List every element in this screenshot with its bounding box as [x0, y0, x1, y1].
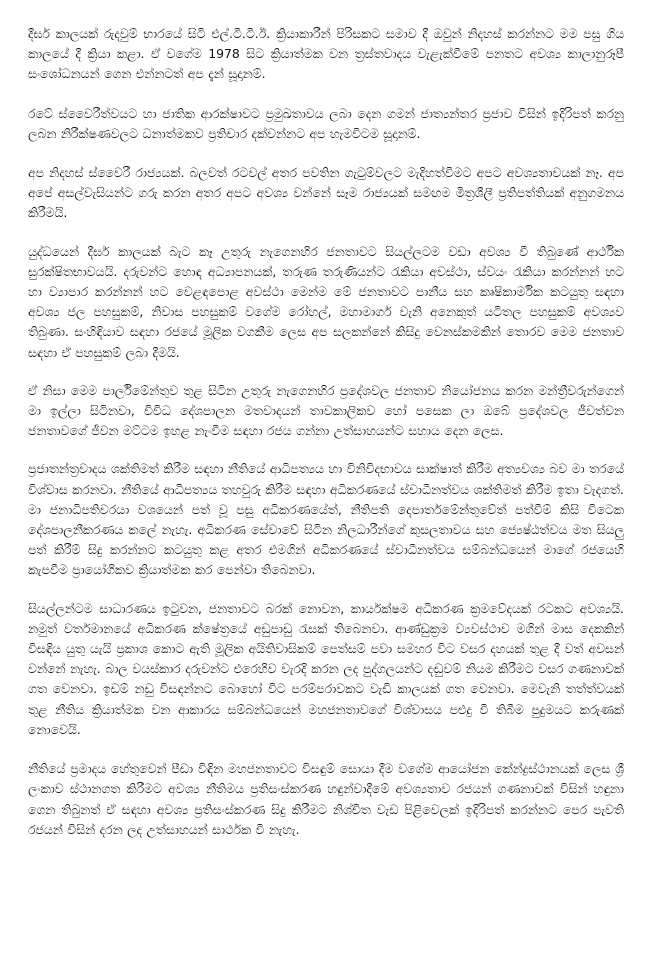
paragraph-judicial-independence: ප්‍රජාතන්ත්‍රවාදය ශක්තිමත් කිරීම සඳහා නීතියේ ආධිපත්‍යය හා විනිවිදභාවය සාක්ෂාත් කිරීම අත්‍යවශ්‍ය බව මා තරයේ විශ්වාස කරනවා. නීතියේ ආධිපත්‍යය තහවුරු කිරීම සඳහා අධිකරණයේ ස්වාධීනත්වය ශක්තිමත් කිරීම ඉතා වැදගත්. මා ජනාධිපතිවරයා වශයෙන් පත් වූ පසු අධිකරණයේත්, නීතිපති දෙපාර්තමේන්තුවේත් පත්වීම් කිසි විටෙක දේශපාලනීකරණය කලේ නැහැ. අධිකරණ සේවාවේ සිටින නිලධාරීන්ගේ කුසලතාවය සහ ජ්‍යෙෂ්ඨත්වය මත සියලු පත් කිරීම් සිදු කරන්නට කටයුතු කළ අතර එමගින් අධිකරණයේ ස්වාධීනත්වය සම්බන්ධයෙන් මාගේ රජයෙහි කැපවීම ප්‍රායෝගිකව ක්‍රියාත්මක කර පෙන්වා තිබෙනවා.	[28, 461, 624, 578]
paragraph-economic-security: යුද්ධයෙන් දීර්ඝ කාලයක් බැට කෑ උතුරු නැගෙනහිර ජනතාවට සියල්ලටම වඩා අවශ්‍ය වී තිබුණේ ආර්ථික සුරක්ෂිතභාවයයි. දරුවන්ට හොඳ අධ්‍යාපනයක්, තරුණ තරුණියන්ට රැකියා අවස්ථා, ස්වයං රැකියා කරන්නන් හට හා ව්‍යාපාර කරන්නන් හට වෙළඳපොළ අවස්ථා මෙන්ම මේ ජනතාවට පානීය සහ කෘෂිකාර්මික කටයුතු සඳහා අවශ්‍ය ජල පහසුකම්, නිවාස පහසුකම් වගේම රෝහල්, මහාමාර්ග වැනි අනෙකුත් යටිතල පහසුකම් අවශ්‍යව තිබුණා. සංහිඳියාව සඳහා රජයේ මූලික වගකීම ලෙස අප සලකන්නේ කිසිදු වෙනස්කමකින් තොරව මෙම ජනතාව සඳහා ඒ පහසුකම් ලබා දීමයි.	[28, 243, 624, 360]
paragraph-legal-reforms: නීතියේ ප්‍රමාදය හේතුවෙන් පීඩා විඳින මහජනතාවට විසඳුම් සොයා දීම වගේම ආයෝජන කේන්ද්‍රස්ථානයක් ලෙස ශ්‍රී ලංකාව ස්ථානගත කිරීමට අවශ්‍ය නීතිමය ප්‍රතිසංස්කරණ හඳුන්වාදීමේ අවශ්‍යතාව රජයන් ගණනාවක් විසින් හඳුනා ගෙන තිබුනත් ඒ සඳහා අවශ්‍ය ප්‍රතිසංස්කරණ සිදු කිරීමට නිශ්චිත වැඩ පිළිවෙලක් ඉදිරිපත් කරන්නට පෙර පැවති රජයන් විසින් දරන ලද උත්සාහයන් සාර්ථක වී නැහැ.	[28, 761, 624, 837]
paragraph-sovereign-state: අප නිදහස් ස්වෛරී රාජ්‍යයක්. බලවත් රටවල් අතර පවතින ගැටුම්වලට මැදිහත්වීමට අපට අවශ්‍යතාවයක් නෑ. අප අපේ අසල්වැසියන්ට ගරු කරන අතර අපට අවශ්‍ය වන්නේ සෑම රාජ්‍යයක් සමඟම මිත්‍රශීලී ප්‍රතිපත්තියක් අනුගමනය කිරීමයි.	[28, 165, 624, 221]
paragraph-appeal-to-mps: ඒ නිසා මෙම පාර්ලිමේන්තුව තුළ සිටින උතුරු නැගෙනහිර ප්‍රදේශවල ජනතාව නියෝජනය කරන මන්ත්‍රීවරුන්ගෙන් මා ඉල්ලා සිටිනවා, විවිධ දේශපාලන මතවාදයන් තාවකාලිකව හෝ පසෙක ලා ඔබේ ප්‍රදේශවල ජීවත්වන ජනතාවගේ ජීවන මට්ටම ඉහළ නැංවීම සඳහා රජය ගන්නා උත්සාහයන්ට සහාය දෙන ලෙස.	[28, 382, 624, 439]
paragraph-judicial-efficiency: සියල්ලන්ටම සාධාරණය ඉටුවන, ජනතාවට බරක් නොවන, කාර්යක්ෂම අධිකරණ ක්‍රමවේදයක් රටකට අවශ්‍යයි. නමුත් වර්තමානයේ අධිකරණ ක්ෂේත්‍රයේ අඩුපාඩු රැසක් තිබෙනවා. ආණ්ඩුක්‍රම ව්‍යවස්ථාව මගින් මාස දෙකකින් විසඳිය යුතු යැයි ප්‍රකාශ කොට ඇති මූලික අයිතිවාසිකම් පෙත්සම් පවා සමහර විට වසර දහයක් තුළ දී වත් අවසන් වන්නේ නැහැ. බාල වයස්කාර දරුවන්ට එරෙහිව වැරදි කරන ලද පුද්ගලයන්ට දඬුවම් නියම කිරීමට වසර ගණනාවක් ගත වෙනවා. ඉඩම් නඩු විසඳන්නට බොහෝ විට පරම්පරාවකට වැඩි කාලයක් ගත වෙනවා. මෙවැනි තත්ත්වයක් තුළ නීතිය ක්‍රියාත්මක වන ආකාරය සම්බන්ධයෙන් මහජනතාවගේ විශ්වාසය පළුදු වී තිබීම පුදුමයට කරුණක් නොවෙයි.	[28, 600, 624, 737]
paragraph-international-community: රටේ ස්වෛරීත්වයට හා ජාතික ආරක්ෂාවට ප්‍රමුඛතාවය ලබා දෙන ගමන් ජාත්‍යන්තර ප්‍රජාව විසින් ඉදිරිපත් කරනු ලබන නිරීක්ෂණවලට ධනාත්මකව ප්‍රතිචාර දක්වන්නට අප හැමවිටම සූදානම්.	[28, 105, 624, 141]
paragraph-pta-release: දීර්ඝ කාලයක් රුදවුම් භාරයේ සිටි එල්.ටී.ටී.ඊ. ක්‍රියාකාරීන් පිරිසකට සමාව දී ඔවුන් නිදහස් කරන්නට මම පසු ගිය කාලයේ දී ක්‍රියා කළා. ඒ වගේම 1978 සිට ක්‍රියාත්මක වන ත්‍රස්තවාදය වැළැක්වීමේ පනතට අවශ්‍ය කාලානුරූපී සංශෝධනයන් ගෙන එන්නටත් අප දැන් සූදානම්.	[28, 26, 624, 82]
